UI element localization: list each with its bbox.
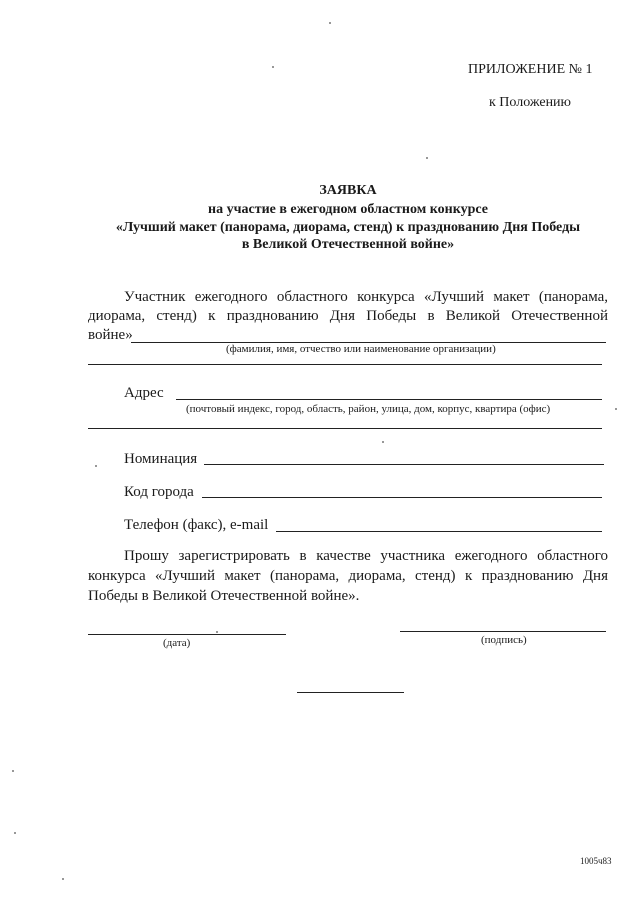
address-label: Адрес [124, 385, 164, 401]
nomination-label: Номинация [124, 451, 198, 467]
participant-name-field-2[interactable] [88, 364, 602, 365]
phone-label: Телефон (факс), e-mail [124, 517, 269, 533]
scan-speck [615, 408, 617, 410]
request-line-1: Прошу зарегистрировать в качестве участника ежегодного областного [124, 548, 608, 564]
date-hint: (дата) [163, 637, 191, 649]
nomination-field[interactable] [204, 464, 604, 465]
appendix-label: ПРИЛОЖЕНИЕ № 1 [468, 62, 593, 77]
scan-speck [329, 22, 331, 24]
address-field[interactable] [176, 399, 602, 400]
participant-line-1: Участник ежегодного областного конкурса «Лучший макет (панорама, [124, 289, 608, 305]
scan-speck [272, 66, 274, 68]
scan-speck [12, 770, 14, 772]
footer-code: 1005ч83 [580, 856, 612, 866]
address-field-2[interactable] [88, 428, 602, 429]
city-code-label: Код города [124, 484, 194, 500]
request-line-2: конкурса «Лучший макет (панорама, диорама, стенд) к празднованию Дня [88, 568, 608, 584]
scan-speck [382, 441, 384, 443]
city-code-field[interactable] [202, 497, 602, 498]
scan-speck [14, 832, 16, 834]
to-regulation-label: к Положению [489, 95, 572, 110]
phone-field[interactable] [276, 531, 602, 532]
participant-line-3: войне» [88, 327, 133, 343]
participant-line-2: диорама, стенд) к празднованию Дня Победы в Великой Отечественной [88, 308, 608, 324]
document-title: ЗАЯВКА [319, 183, 377, 198]
scan-speck [426, 157, 428, 159]
date-field[interactable] [88, 634, 286, 635]
participant-hint: (фамилия, имя, отчество или наименование организации) [226, 343, 496, 355]
scan-speck [62, 878, 64, 880]
scan-speck [95, 465, 97, 467]
title-line-2: «Лучший макет (панорама, диорама, стенд) к празднованию Дня Победы [115, 220, 581, 235]
request-line-3: Победы в Великой Отечественной войне». [88, 588, 360, 604]
title-line-3: в Великой Отечественной войне» [241, 237, 455, 252]
signature-hint: (подпись) [481, 634, 527, 646]
closing-rule [297, 692, 404, 693]
title-line-1: на участие в ежегодном областном конкурсе [208, 202, 488, 217]
scan-speck [216, 631, 218, 633]
signature-field[interactable] [400, 631, 606, 632]
address-hint: (почтовый индекс, город, область, район, улица, дом, корпус, квартира (офис) [186, 403, 551, 415]
